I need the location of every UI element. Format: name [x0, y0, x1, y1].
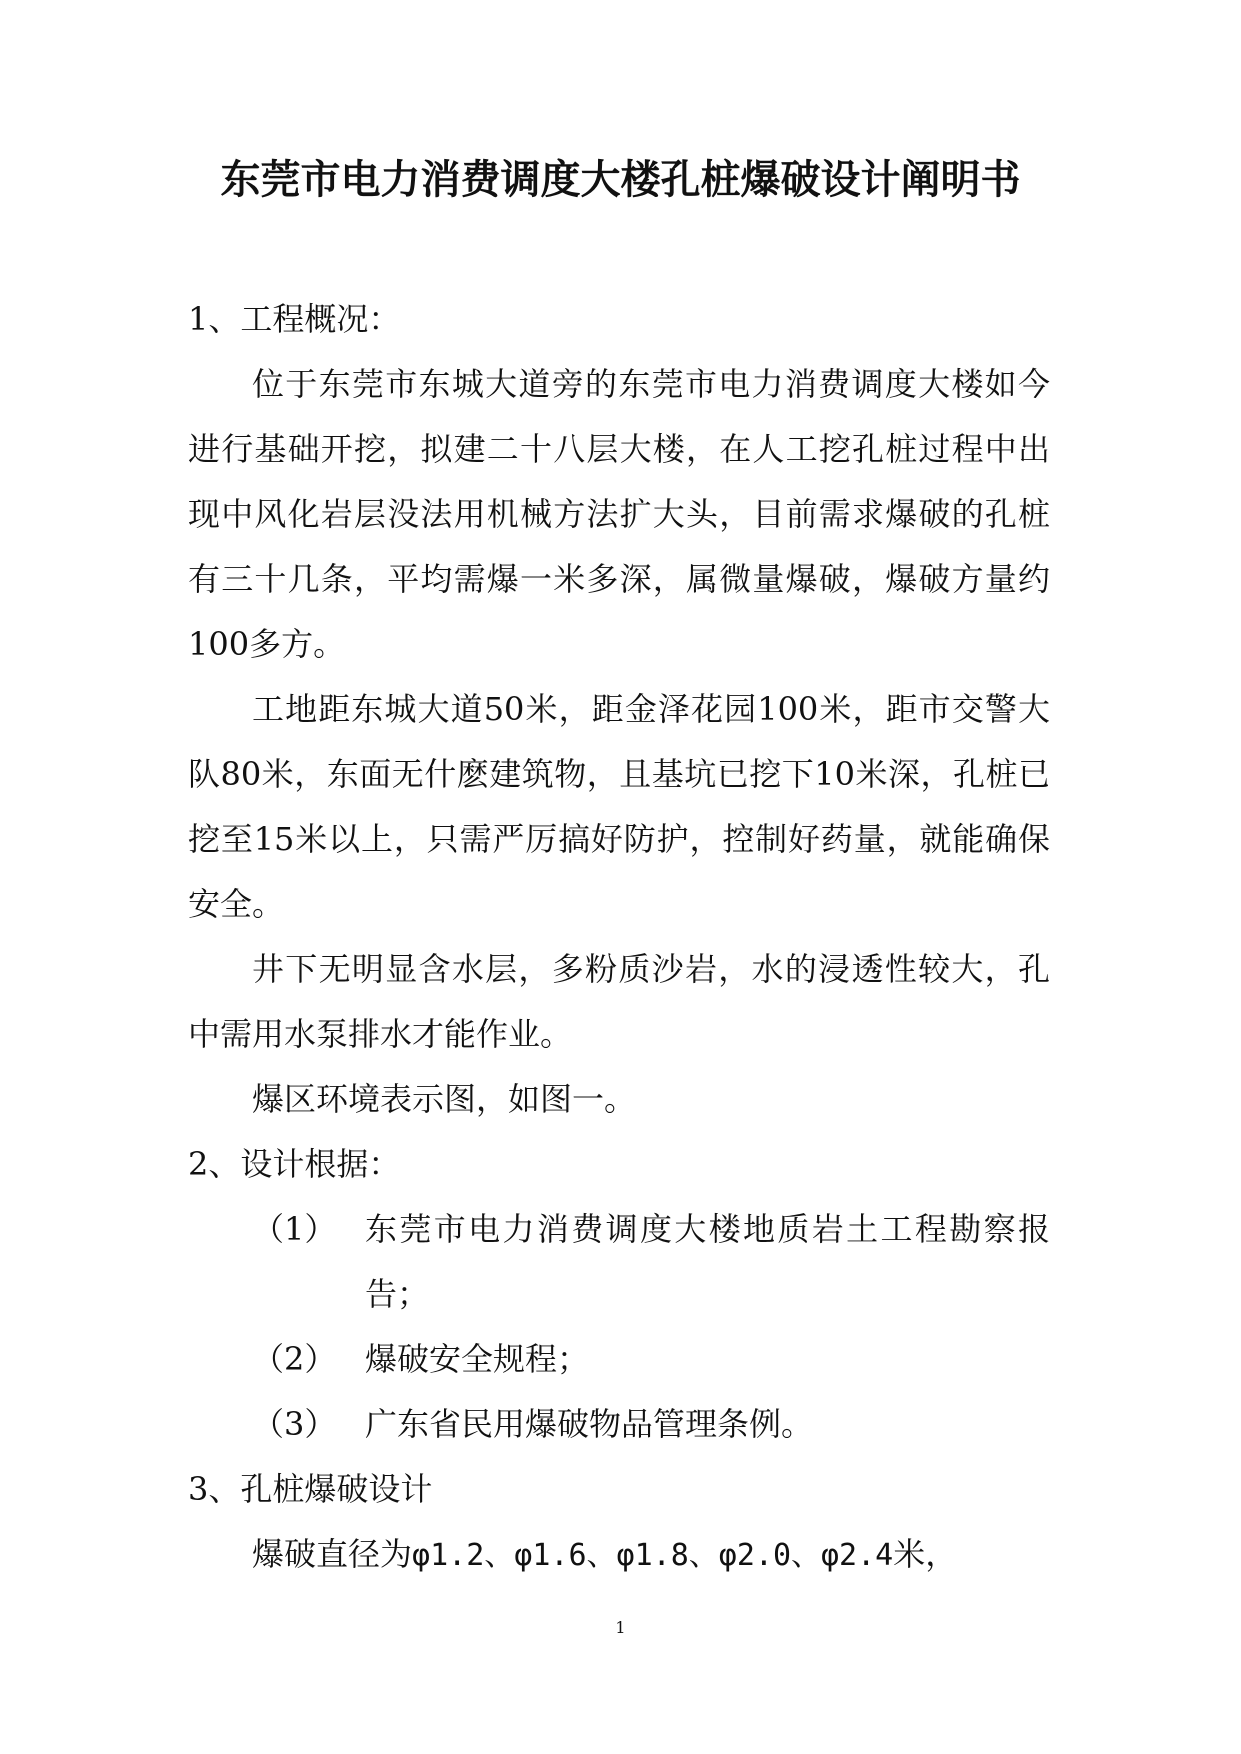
basis-list-item-number: （3） — [252, 1405, 337, 1443]
section-1-paragraph-1: 位于东莞市东城大道旁的东莞市电力消费调度大楼如今进行基础开挖，拟建二十八层大楼，在人工挖孔桩过程中出现中风化岩层没法用机械方法扩大头，目前需求爆破的孔桩有三十几条，平均需爆一米多深，属微量爆破，爆破方量约100多方。 — [188, 365, 1050, 663]
section-2-heading: 2、设计根据： — [188, 1145, 401, 1183]
basis-list-item-3 — [188, 1392, 1050, 1457]
section-3-lead-text: 爆破直径为 — [252, 1535, 413, 1573]
basis-list-item-number: （2） — [252, 1340, 337, 1378]
basis-list-item-text: 广东省民用爆破物品管理条例。 — [365, 1405, 814, 1443]
section-3-diameter-values: φ1.2、φ1.6、φ1.8、φ2.0、φ2.4 — [412, 1538, 894, 1573]
basis-list-item-number: （1） — [252, 1210, 337, 1248]
basis-list-item-2 — [188, 1327, 1050, 1392]
document-body — [188, 287, 1050, 1588]
basis-list-item-text: 爆破安全规程； — [365, 1340, 590, 1378]
page-number: 1 — [615, 1618, 626, 1637]
section-1-paragraph-3: 井下无明显含水层，多粉质沙岩，水的浸透性较大，孔中需用水泵排水才能作业。 — [188, 950, 1050, 1053]
section-3-tail-text: 米， — [893, 1535, 958, 1573]
document-title: 东莞市电力消费调度大楼孔桩爆破设计阐明书 — [220, 156, 1021, 203]
basis-list-item-1 — [188, 1197, 1050, 1327]
section-3-heading: 3、孔桩爆破设计 — [188, 1470, 433, 1508]
section-1-paragraph-2: 工地距东城大道50米，距金泽花园100米，距市交警大队80米，东面无什麽建筑物，且基坑已挖下10米深，孔桩已挖至15米以上，只需严厉搞好防护，控制好药量，就能确保安全。 — [188, 690, 1050, 923]
basis-list-item-text: 东莞市电力消费调度大楼地质岩土工程勘察报告； — [365, 1210, 1050, 1313]
section-3-paragraph — [188, 1522, 1050, 1588]
section-1-paragraph-4: 爆区环境表示图，如图一。 — [252, 1080, 637, 1118]
section-1-heading: 1、工程概况： — [188, 300, 401, 338]
